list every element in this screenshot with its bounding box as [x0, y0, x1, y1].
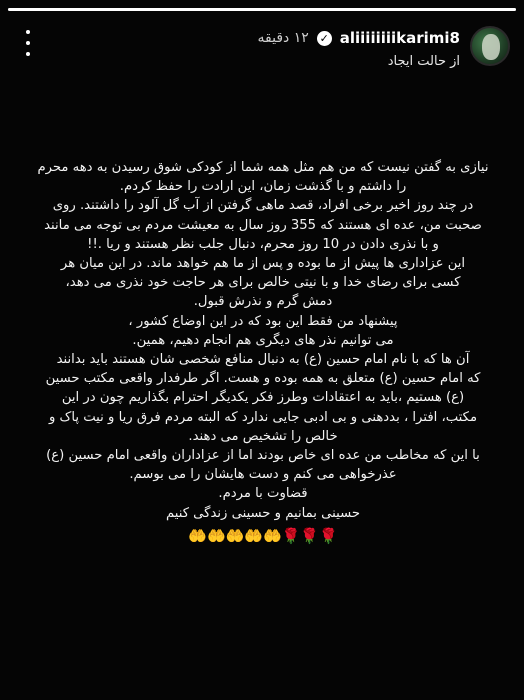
caption-line: با این که مخاطب من عده ای خاص بودند اما از عزاداران واقعی امام حسین (ع) — [46, 448, 480, 464]
caption-line: مکتب، افترا ، بددهنی و بی ادبی جایی ندارد که البته مردم فرق ریا و نیت پاک و — [48, 409, 478, 425]
caption-line: و با نذری دادن در 10 روز محرم، دنبال جلب نظر هستند و ریا .!! — [87, 236, 439, 252]
username-row — [258, 29, 461, 47]
caption-line: که امام حسین (ع) متعلق به همه بوده و هست. اگر طرفدار واقعی مکتب حسین — [45, 371, 481, 387]
username[interactable]: aliiiiiiiikarimi8 — [339, 29, 460, 47]
caption-line: دمش گرم و نذرش قبول. — [193, 294, 333, 310]
caption-line: را داشتم و با گذشت زمان، این ارادت را حفظ کردم. — [119, 179, 407, 195]
caption-line: حسینی بمانیم و حسینی زندگی کنیم — [165, 505, 361, 521]
caption-line: این عزاداری ها پیش از ما بوده و پس از ما هم خواهد ماند. در این میان هر — [60, 256, 466, 272]
caption-line: پیشنهاد من فقط این بود که در این اوضاع کشور ، — [128, 313, 398, 329]
caption-line: (ع) هستیم ،باید به اعتقادات وطرز فکر یکدیگر احترام بگذاریم چون در این — [61, 390, 465, 406]
post-time: ۱۲ دقیقه — [257, 30, 309, 46]
caption-line: کسی برای رضای خدا و با نیتی خالص برای هر حاجت خود نذری می دهد، — [65, 275, 461, 291]
caption-line: آن ها که با نام امام حسین (ع) به دنبال منافع شخصی شان هستند باید بدانند — [56, 352, 470, 368]
caption-line: عذرخواهی می کنم و دست هایشان را می بوسم. — [129, 467, 397, 483]
avatar[interactable] — [470, 26, 510, 66]
caption-line: خالص را تشخیص می دهند. — [188, 428, 338, 444]
caption-line: قضاوت با مردم. — [218, 486, 308, 502]
story-progress-bar — [8, 8, 516, 11]
verified-check-icon: ✓ — [317, 31, 332, 46]
story-caption — [16, 158, 510, 547]
caption-line: می توانیم نذر های دیگری هم انجام دهیم، همین. — [132, 332, 394, 348]
caption-line: در چند روز اخیر برخی افراد، قصد ماهی گرفتن از آب گل آلود را داشتند. روی — [52, 198, 474, 214]
vertical-ellipsis-icon[interactable] — [24, 30, 32, 56]
story-progress-fill — [8, 8, 516, 11]
caption-line: صحبت من، عده ای هستند که 355 روز سال به معیشت مردم بی توجه می مانند — [44, 217, 482, 233]
story-header — [10, 26, 514, 76]
caption-line: نیازی به گفتن نیست که من هم مثل همه شما از کودکی شوق رسیدن به دهه محرم — [37, 160, 489, 175]
story-subtitle: از حالت ایجاد — [387, 54, 460, 69]
emoji-row: 🤲🤲🤲🤲🤲🌹🌹🌹 — [188, 526, 338, 545]
